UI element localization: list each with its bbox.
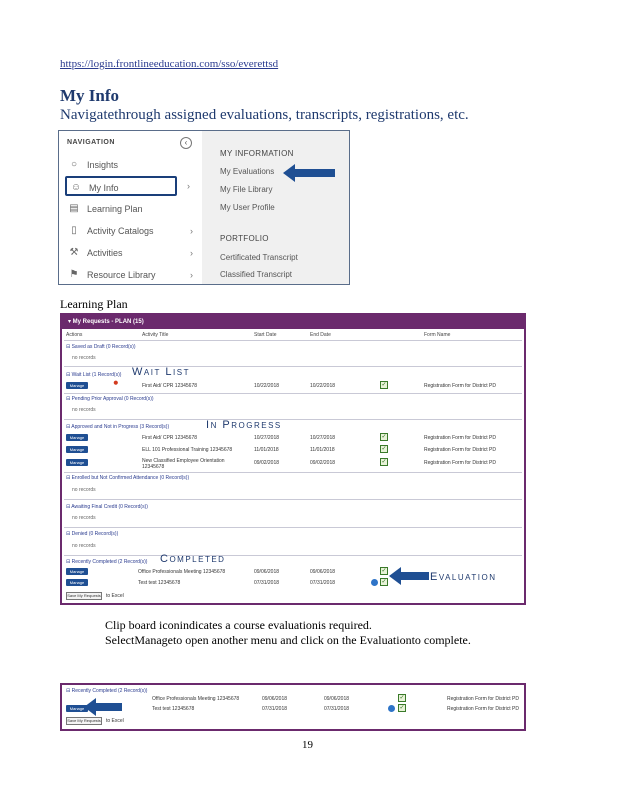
- section-saved-draft[interactable]: ⊟ Saved as Draft (0 Record(s)): [66, 344, 136, 350]
- nav-item-my-info[interactable]: [65, 176, 177, 196]
- nav-item-label: Insights: [87, 160, 119, 170]
- nav-item-label: Resource Library: [87, 270, 156, 280]
- nav-submenu: [202, 131, 350, 284]
- page-subtitle: Navigatethrough assigned evaluations, transcripts, registrations, etc.: [60, 107, 469, 123]
- arrow-left-icon: [389, 567, 429, 585]
- clipboard-icon[interactable]: ✓: [381, 459, 387, 465]
- arrow-left-icon: [283, 164, 335, 182]
- chevron-right-icon: ›: [190, 248, 193, 258]
- stop-icon: ⚫: [112, 378, 120, 388]
- nav-sidebar: [59, 131, 202, 284]
- section-wait-list[interactable]: ⊟ Wait List (1 Record(s)): [66, 372, 122, 378]
- col-end-date: End Date: [310, 332, 331, 338]
- clipboard-icon[interactable]: ✓: [381, 579, 387, 585]
- manage-button[interactable]: Manage: [66, 705, 88, 712]
- section-recently-completed[interactable]: ⊟ Recently Completed (2 Record(s)): [66, 559, 148, 565]
- globe-icon: [371, 579, 378, 586]
- end-date: 10/27/2018: [310, 435, 336, 441]
- clipboard-icon[interactable]: ✓: [381, 434, 387, 440]
- clipboard-icon[interactable]: ✓: [381, 382, 387, 388]
- library-icon: ⚑: [69, 269, 79, 280]
- end-date: 07/31/2018: [324, 706, 350, 712]
- no-records-text: no records: [72, 355, 96, 361]
- form-name: Registration Form for District PD: [424, 383, 496, 389]
- navigation-screenshot: [58, 130, 350, 285]
- arrow-left-icon: [84, 698, 122, 716]
- end-date: 11/01/2018: [310, 447, 335, 453]
- divider: [64, 340, 522, 341]
- instruction-paragraph-1: Clip board iconindicates a course evaluationis required.: [105, 618, 372, 632]
- start-date: 07/31/2018: [254, 580, 280, 586]
- tag-rest: N: [210, 421, 218, 430]
- section-awaiting-credit[interactable]: ⊟ Awaiting Final Credit (0 Record(s)): [66, 504, 148, 510]
- my-file-library-link[interactable]: My File Library: [220, 185, 273, 194]
- divider: [64, 393, 522, 394]
- tag-letter: I: [206, 419, 211, 431]
- tag-rest: IST: [173, 368, 190, 377]
- collapse-icon[interactable]: ‹: [180, 137, 192, 149]
- my-user-profile-link[interactable]: My User Profile: [220, 203, 275, 212]
- section-recently-completed[interactable]: ⊟ Recently Completed (2 Record(s)): [66, 688, 148, 694]
- manage-button[interactable]: Manage: [66, 459, 88, 466]
- col-start-date: Start Date: [254, 332, 277, 338]
- lightbulb-icon: ○: [70, 159, 78, 170]
- end-date: 10/22/2018: [310, 383, 336, 389]
- tag-letter: W: [132, 366, 144, 378]
- globe-icon: [388, 705, 395, 712]
- end-date: 09/06/2018: [324, 696, 350, 702]
- section-approved[interactable]: ⊟ Approved and Not in Progress (3 Record(s)): [66, 424, 170, 430]
- save-my-requests-button[interactable]: Save My Requests: [67, 718, 101, 723]
- activity-title: Office Professionals Meeting 12345678: [152, 696, 240, 702]
- portfolio-heading: PORTFOLIO: [220, 234, 269, 243]
- instruction-paragraph-2: SelectManageto open another menu and click on the Evaluationto complete.: [105, 633, 471, 647]
- manage-button[interactable]: Manage: [66, 446, 88, 453]
- my-information-heading: MY INFORMATION: [220, 149, 294, 158]
- tag-rest: OMPLETED: [169, 555, 226, 564]
- col-form-name: Form Name: [424, 332, 451, 338]
- save-my-requests-button[interactable]: Save My Requests: [67, 593, 101, 598]
- divider: [64, 472, 522, 473]
- divider: [64, 527, 522, 528]
- start-date: 09/06/2018: [262, 696, 288, 702]
- form-name: Registration Form for District PD: [424, 435, 496, 441]
- form-name: Registration Form for District PD: [447, 706, 519, 712]
- section-pending-approval[interactable]: ⊟ Pending Prior Approval (0 Record(s)): [66, 396, 154, 402]
- learning-plan-label: Learning Plan: [60, 297, 128, 311]
- activity-title: Test test 12345678: [138, 580, 181, 586]
- manage-button[interactable]: Manage: [66, 579, 88, 586]
- page-title: My Info: [60, 86, 120, 105]
- activity-title: First Aid/ CPR 12345678: [142, 435, 198, 441]
- start-date: 09/02/2018: [254, 460, 280, 466]
- start-date: 10/27/2018: [254, 435, 280, 441]
- divider: [64, 419, 522, 420]
- learning-plan-screenshot: [60, 313, 526, 605]
- section-enrolled[interactable]: ⊟ Enrolled but Not Confirmed Attendance (0 Record(s)): [66, 475, 190, 481]
- login-link[interactable]: https://login.frontlineeducation.com/sso/everettsd: [60, 58, 279, 70]
- tag-rest: VALUATION: [438, 573, 497, 582]
- end-date: 09/02/2018: [310, 460, 336, 466]
- start-date: 10/22/2018: [254, 383, 280, 389]
- clipboard-icon[interactable]: ✓: [399, 695, 405, 701]
- clipboard-icon[interactable]: ✓: [381, 446, 387, 452]
- nav-item-activity-catalogs[interactable]: [65, 221, 195, 241]
- recently-completed-screenshot: [60, 683, 526, 731]
- manage-button[interactable]: Manage: [66, 568, 88, 575]
- tag-letter: E: [430, 571, 439, 583]
- my-requests-bar[interactable]: ▾ My Requests - PLAN (15): [62, 315, 524, 329]
- nav-item-label: Activities: [87, 248, 123, 258]
- start-date: 07/31/2018: [262, 706, 288, 712]
- end-date: 07/31/2018: [310, 580, 336, 586]
- to-excel-text: to Excel: [106, 593, 124, 599]
- clipboard-icon[interactable]: ✓: [399, 705, 405, 711]
- activity-title: New Classified Employee Orientation 12345678: [142, 458, 225, 470]
- nav-item-label: My Info: [89, 183, 119, 193]
- in-progress-tag: [206, 419, 282, 431]
- chevron-right-icon: ›: [190, 226, 193, 236]
- no-records-text: no records: [72, 407, 96, 413]
- activity-title: Office Professionals Meeting 12345678: [138, 569, 226, 575]
- nav-item-insights[interactable]: [65, 155, 195, 175]
- my-evaluations-link[interactable]: My Evaluations: [220, 167, 275, 176]
- no-records-text: no records: [72, 515, 96, 521]
- form-name: Registration Form for District PD: [424, 460, 496, 466]
- manage-button[interactable]: Manage: [66, 434, 88, 441]
- nav-item-activities[interactable]: [65, 243, 195, 263]
- end-date: 09/06/2018: [310, 569, 336, 575]
- chevron-right-icon: ›: [187, 181, 190, 191]
- section-denied[interactable]: ⊟ Denied (0 Record(s)): [66, 531, 119, 537]
- tag-letter: P: [222, 419, 232, 431]
- form-name: Registration Form for District PD: [447, 696, 519, 702]
- no-records-text: no records: [72, 487, 96, 493]
- tag-rest: ROGRESS: [231, 421, 282, 430]
- activity-title: ELL 101 Professional Training 12345678: [142, 447, 233, 453]
- clipboard-icon[interactable]: ✓: [381, 568, 387, 574]
- tag-letter: C: [160, 553, 170, 565]
- nav-header: NAVIGATION: [67, 139, 115, 146]
- nav-item-label: Activity Catalogs: [87, 226, 154, 236]
- divider: [64, 555, 522, 556]
- certificated-transcript-link[interactable]: Certificated Transcript: [220, 253, 298, 262]
- completed-tag: [160, 553, 225, 565]
- to-excel-text: to Excel: [106, 718, 124, 724]
- page-number: 19: [302, 739, 313, 751]
- chevron-right-icon: ›: [190, 270, 193, 280]
- catalog-icon: ▯: [71, 225, 77, 236]
- activities-icon: ⚒: [69, 247, 79, 258]
- classified-transcript-link[interactable]: Classified Transcript: [220, 270, 293, 279]
- tag-rest: AIT: [143, 368, 161, 377]
- activity-title: Test test 12345678: [152, 706, 195, 712]
- plan-icon: ▤: [69, 203, 79, 214]
- wait-list-tag: [132, 366, 190, 378]
- col-activity-title: Activity Title: [142, 332, 169, 338]
- nav-item-resource-library[interactable]: [65, 265, 195, 285]
- nav-item-label: Learning Plan: [87, 204, 143, 214]
- divider: [64, 499, 522, 500]
- tag-letter: L: [165, 366, 174, 378]
- col-actions: Actions: [66, 332, 83, 338]
- start-date: 09/06/2018: [254, 569, 280, 575]
- evaluation-tag: [430, 571, 497, 583]
- manage-button[interactable]: Manage: [66, 382, 88, 389]
- activity-title: First Aid/ CPR 12345678: [142, 383, 198, 389]
- user-id-icon: ☺: [70, 182, 82, 193]
- start-date: 11/01/2018: [254, 447, 279, 453]
- no-records-text: no records: [72, 543, 96, 549]
- form-name: Registration Form for District PD: [424, 447, 496, 453]
- nav-item-learning-plan[interactable]: [65, 199, 195, 219]
